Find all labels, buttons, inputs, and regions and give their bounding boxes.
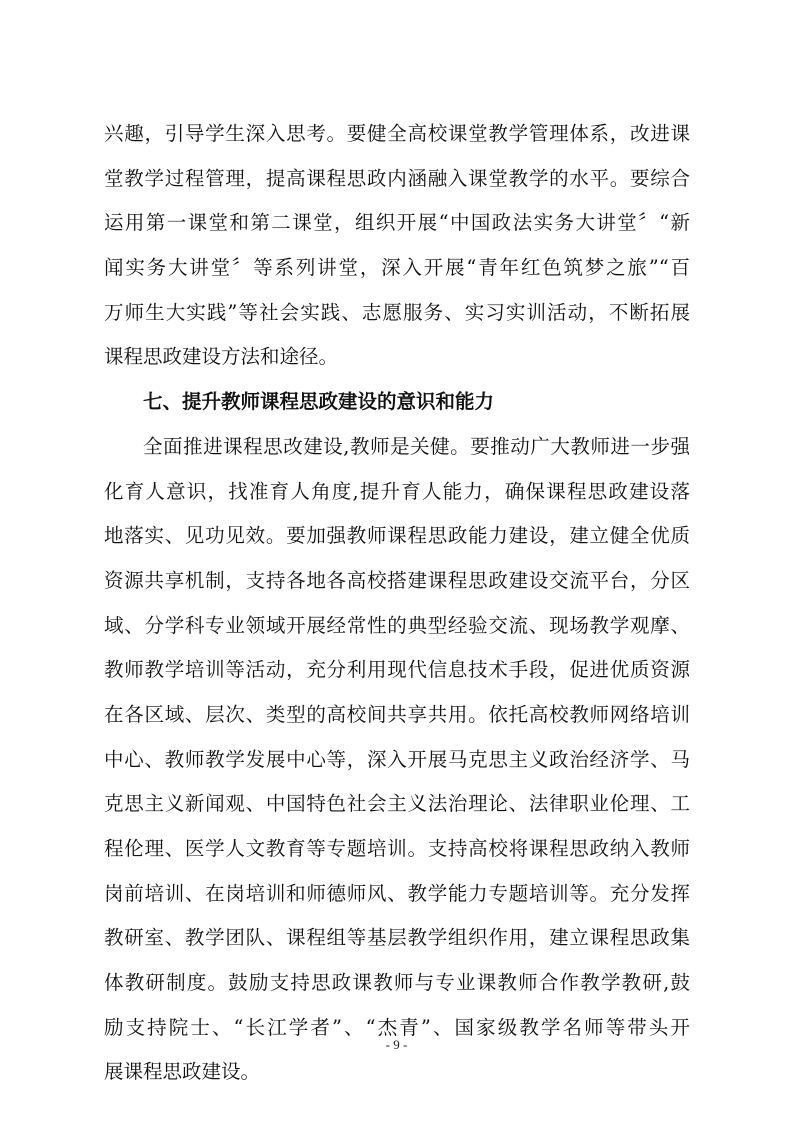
text-line: 克思主义新闻观、中国特色社会主义法治理论、法律职业伦理、工	[104, 792, 690, 816]
text-line: 域、分学科专业领域开展经常性的典型经验交流、现场教学观摩、	[104, 613, 690, 637]
text-line: 闻实务大讲堂〞等系列讲堂，深入开展“青年红色筑梦之旅”“百	[104, 256, 690, 280]
text-line: 地落实、见功见效。要加强教师课程思政能力建设，建立健全优质	[104, 524, 690, 548]
text-line: 在各区域、层次、类型的高校间共享共用。依托高校教师网络培训	[104, 702, 690, 726]
paragraph-continued	[104, 112, 690, 380]
text-line: 课程思政建设方法和途径。	[104, 345, 339, 369]
text-line: 体教研制度。鼓励支持思政课教师与专业课教师合作教学教研,鼓	[104, 971, 690, 995]
text-line: 全面推进课程思改建设,教师是关健。要推动广大教师进一步强	[143, 434, 690, 458]
text-line: 化育人意识，找准育人角度,提升育人能力，确保课程思政建设落	[104, 479, 690, 503]
text-line: 岗前培训、在岗培训和师德师风、教学能力专题培训等。充分发挥	[104, 881, 690, 905]
section-heading: 七、提升教师课程思政建设的意识和能力	[143, 390, 495, 414]
text-line: 程伦理、医学人文教育等专题培训。支持高校将课程思政纳入教师	[104, 837, 690, 860]
document-body	[104, 112, 690, 1095]
text-line: 励支持院士、“长江学者”、“杰青”、国家级教学名师等带头开	[104, 1015, 690, 1039]
text-line: 中心、教师教学发展中心等，深入开展马克思主义政治经济学、马	[104, 747, 690, 771]
text-line: 兴趣，引导学生深入思考。要健全高校课堂教学管理体系，改进课	[104, 122, 690, 145]
paragraph-main	[104, 425, 690, 1095]
text-line: 资源共享机制，支持各地各高校搭建课程思政建设交流平台，分区	[104, 568, 690, 592]
text-line: 教师教学培训等活动，充分利用现代信息技术手段，促进优质资源	[104, 658, 690, 682]
text-line: 展课程思政建设。	[104, 1060, 261, 1084]
text-line: 万师生大实践”等社会实践、志愿服务、实习实训活动，不断拓展	[104, 300, 690, 324]
page-number: - 9 -	[385, 1037, 408, 1052]
text-line: 教研室、教学团队、课程组等基层教学组织作用，建立课程思政集	[104, 926, 690, 950]
text-line: 堂教学过程管理，提高课程思政内涵融入课堂教学的水平。要综合	[104, 166, 690, 190]
text-line: 运用第一课堂和第二课堂，组织开展“中国政法实务大讲堂〞“新	[104, 211, 690, 235]
